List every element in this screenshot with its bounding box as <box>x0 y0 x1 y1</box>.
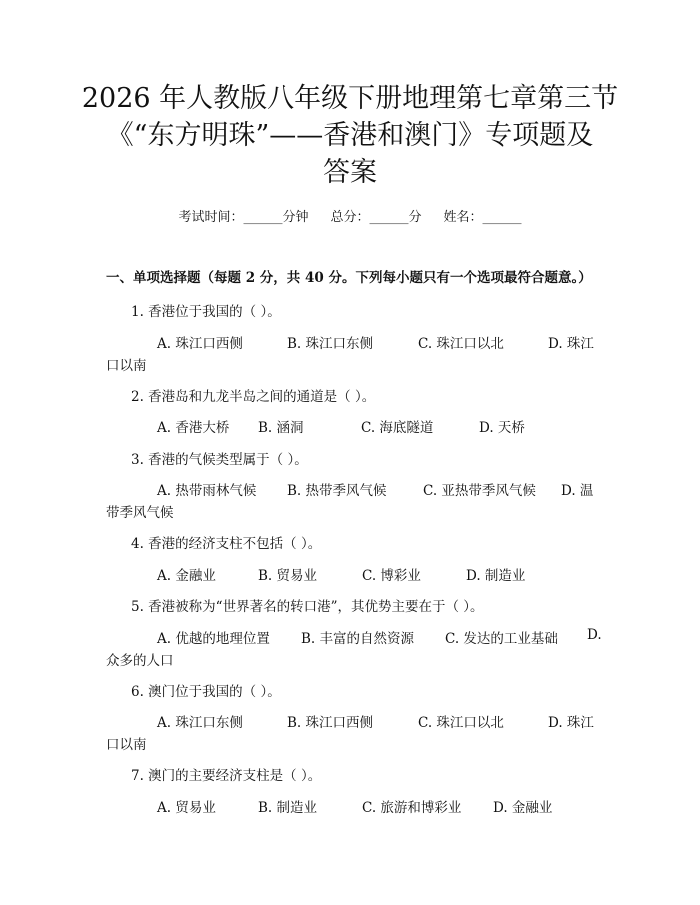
title-line-1: 2026 年人教版八年级下册地理第七章第三节 <box>81 83 619 114</box>
option-a: A. 珠江口西侧 <box>157 336 243 352</box>
option-b: B. 珠江口西侧 <box>287 715 374 731</box>
option-b: B. 热带季风气候 <box>287 483 387 499</box>
option-c: C. 海底隧道 <box>361 420 434 436</box>
option-d: D. <box>587 627 602 643</box>
option-c: C. 旅游和博彩业 <box>362 800 462 816</box>
section-heading: 一、单项选择题（每题 2 分，共 40 分。下列每小题只有一个选项最符合题意。） <box>106 270 592 286</box>
title-line-2: 《“东方明珠”——香港和澳门》专项题及 <box>106 120 594 151</box>
option-row <box>157 416 597 436</box>
title-line-3: 答案 <box>323 157 377 188</box>
option-wrap: 口以南 <box>106 737 147 753</box>
option-row <box>157 796 597 816</box>
option-b: B. 珠江口东侧 <box>287 336 374 352</box>
option-d: D. 珠江 <box>548 715 594 731</box>
question-stem: 6. 澳门位于我国的（ ）。 <box>131 684 281 700</box>
exam-time: 考试时间：______分钟 <box>178 210 309 225</box>
question-stem: 3. 香港的气候类型属于（ ）。 <box>131 452 308 468</box>
option-row <box>157 711 597 731</box>
option-b: B. 贸易业 <box>258 568 318 584</box>
option-wrap: 口以南 <box>106 358 147 374</box>
exam-score: 总分：______分 <box>330 210 422 225</box>
exam-info <box>0 206 700 225</box>
option-a: A. 热带雨林气候 <box>157 483 257 499</box>
option-c: C. 亚热带季风气候 <box>423 483 536 499</box>
question-stem: 5. 香港被称为“世界著名的转口港”，其优势主要在于（ ）。 <box>131 599 484 615</box>
option-a: A. 金融业 <box>157 568 216 584</box>
exam-name: 姓名：______ <box>443 210 522 225</box>
question-stem: 2. 香港岛和九龙半岛之间的通道是（ ）。 <box>131 389 376 405</box>
question-stem: 4. 香港的经济支柱不包括（ ）。 <box>131 536 322 552</box>
option-wrap: 众多的人口 <box>106 653 174 669</box>
option-row <box>157 627 602 647</box>
option-c: C. 珠江口以北 <box>418 336 504 352</box>
option-a: A. 贸易业 <box>157 800 216 816</box>
option-a: A. 香港大桥 <box>157 420 230 436</box>
option-b: B. 制造业 <box>258 800 318 816</box>
option-b: B. 丰富的自然资源 <box>301 631 415 647</box>
option-c: C. 博彩业 <box>362 568 421 584</box>
option-d: D. 制造业 <box>466 568 526 584</box>
option-d: D. 温 <box>561 483 594 499</box>
question-stem: 7. 澳门的主要经济支柱是（ ）。 <box>131 768 322 784</box>
option-row <box>157 332 597 352</box>
option-c: C. 发达的工业基础 <box>445 631 558 647</box>
option-a: A. 优越的地理位置 <box>157 631 270 647</box>
option-a: A. 珠江口东侧 <box>157 715 243 731</box>
option-d: D. 天桥 <box>479 420 525 436</box>
option-b: B. 涵洞 <box>258 420 304 436</box>
option-d: D. 珠江 <box>548 336 594 352</box>
option-row <box>157 479 597 499</box>
option-c: C. 珠江口以北 <box>418 715 504 731</box>
option-d: D. 金融业 <box>493 800 553 816</box>
option-wrap: 带季风气候 <box>106 505 174 521</box>
question-stem: 1. 香港位于我国的（ ）。 <box>131 304 281 320</box>
document-title <box>60 80 640 191</box>
option-row <box>157 564 597 584</box>
